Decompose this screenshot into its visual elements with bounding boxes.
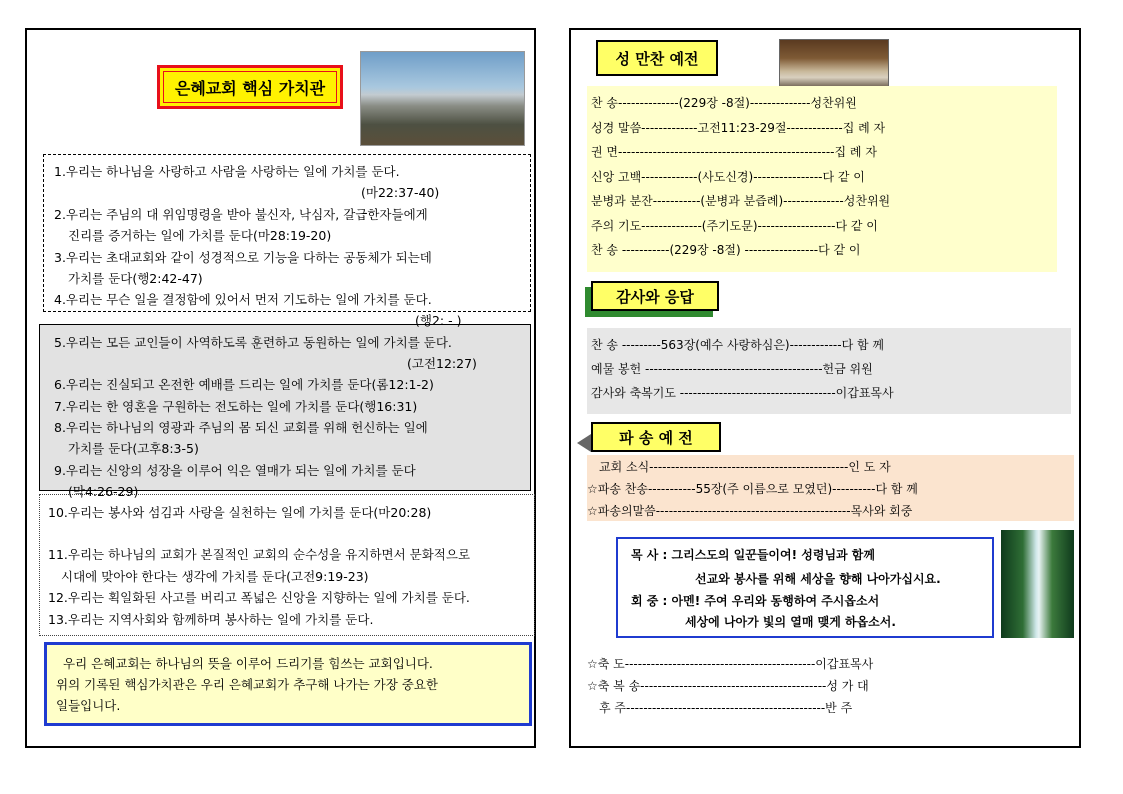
value-4: 4.우리는 무슨 일을 결정함에 있어서 먼저 기도하는 일에 가치를 둔다. [54, 292, 432, 307]
value-2: 2.우리는 주님의 대 위임명령을 받아 불신자, 낙심자, 갈급한자들에게 [54, 207, 428, 222]
closing-row-1: ☆축 도--------------------------------------------이갑표목사 [587, 657, 874, 671]
closing-row-3: 후 주----------------------------------------------반 주 [599, 701, 853, 715]
last-supper-image [779, 39, 889, 93]
value-4-ref: (행2: - ) [415, 313, 462, 328]
landscape-photo [360, 51, 525, 146]
closing-line-2: 위의 기록된 핵심가치관은 우리 은혜교회가 추구해 나가는 가장 중요한 [56, 677, 438, 692]
value-11-cont: 시대에 맞아야 한다는 생각에 가치를 둔다(고전9:19-23) [61, 569, 369, 584]
heading-pointer-icon [577, 434, 591, 452]
communion-row-2: 성경 말씀-------------고전11:23-29절-------------집 례 자 [591, 121, 886, 135]
communion-row-1: 찬 송--------------(229장 -8절)--------------성찬위원 [591, 96, 857, 110]
right-page [569, 28, 1081, 748]
sending-row-3: ☆파송의말씀---------------------------------------------목사와 회중 [587, 504, 913, 518]
value-3: 3.우리는 초대교회와 같이 성경적으로 기능을 다하는 공동체가 되는데 [54, 250, 432, 265]
value-8: 8.우리는 하나님의 영광과 주님의 몸 되신 교회를 위해 헌신하는 일에 [54, 420, 428, 435]
prayer-line-4: 세상에 나아가 빛의 열매 맺게 하옵소서. [685, 615, 896, 629]
value-5: 5.우리는 모든 교인들이 사역하도록 훈련하고 동원하는 일에 가치를 둔다. [54, 335, 452, 350]
value-11: 11.우리는 하나님의 교회가 본질적인 교회의 순수성을 유지하면서 문화적으로 [48, 547, 471, 562]
communion-row-6: 주의 기도--------------(주기도문)------------------다 같 이 [591, 219, 878, 233]
sending-row-1: 교회 소식----------------------------------------------인 도 자 [599, 460, 891, 474]
closing-line-3: 일들입니다. [56, 698, 121, 713]
thanks-row-3: 감사와 축복기도 ------------------------------------이갑표목사 [591, 386, 894, 400]
core-values-title-text: 은혜교회 핵심 가치관 [174, 78, 326, 98]
value-10: 10.우리는 봉사와 섬김과 사랑을 실천하는 일에 가치를 둔다(마20:28) [48, 505, 432, 520]
value-1: 1.우리는 하나님을 사랑하고 사람을 사랑하는 일에 가치를 둔다. [54, 164, 400, 179]
value-6: 6.우리는 진실되고 온전한 예배를 드리는 일에 가치를 둔다(롬12:1-2) [54, 377, 434, 392]
thanks-row-2: 예물 봉헌 -----------------------------------------헌금 위원 [591, 362, 873, 376]
communion-row-3: 권 면--------------------------------------------------집 례 자 [591, 145, 877, 159]
value-9: 9.우리는 신앙의 성장을 이루어 익은 열매가 되는 일에 가치를 둔다 [54, 463, 416, 478]
core-values-title [157, 65, 343, 109]
communion-heading-text: 성 만찬 예전 [615, 49, 699, 68]
closing-line-1: 우리 은혜교회는 하나님의 뜻을 이루어 드리기를 힘쓰는 교회입니다. [63, 656, 433, 671]
thanks-heading [591, 281, 719, 311]
communion-row-5: 분병과 분잔-----------(분병과 분즙례)--------------성찬위원 [591, 194, 891, 208]
left-page [25, 28, 536, 748]
sending-heading [591, 422, 721, 452]
value-3-cont: 가치를 둔다(행2:42-47) [68, 271, 203, 286]
closing-row-2: ☆축 복 송-------------------------------------------성 가 대 [587, 679, 869, 693]
value-5-ref: (고전12:27) [407, 356, 477, 371]
value-9-ref: (막4:26-29) [68, 484, 139, 499]
value-1-ref: (마22:37-40) [361, 185, 440, 200]
thanks-row-1: 찬 송 ---------563장(예수 사랑하심은)------------다 함 께 [591, 338, 884, 352]
waterfall-photo [1001, 530, 1074, 638]
value-12: 12.우리는 획일화된 사고를 버리고 폭넓은 신앙을 지향하는 일에 가치를 둔다. [48, 590, 470, 605]
communion-heading [596, 40, 718, 76]
communion-row-7: 찬 송 -----------(229장 -8절) -----------------다 같 이 [591, 243, 861, 257]
prayer-line-2: 선교와 봉사를 위해 세상을 향해 나아가십시요. [695, 572, 941, 586]
prayer-line-3: 회 중 : 아멘! 주여 우리와 동행하여 주시옵소서 [631, 594, 880, 608]
value-2-cont: 진리를 증거하는 일에 가치를 둔다(마28:19-20) [68, 228, 332, 243]
value-8-cont: 가치를 둔다(고후8:3-5) [68, 441, 199, 456]
thanks-heading-text: 감사와 응답 [616, 287, 694, 306]
communion-row-4: 신앙 고백-------------(사도신경)----------------다 같 이 [591, 170, 865, 184]
sending-heading-text: 파 송 예 전 [619, 428, 693, 447]
value-13: 13.우리는 지역사회와 함께하며 봉사하는 일에 가치를 둔다. [48, 612, 374, 627]
prayer-line-1: 목 사 : 그리스도의 일꾼들이여! 성령님과 함께 [631, 548, 875, 562]
value-7: 7.우리는 한 영혼을 구원하는 전도하는 일에 가치를 둔다(행16:31) [54, 399, 418, 414]
sending-row-2: ☆파송 찬송-----------55장(주 이름으로 모였던)----------다 함 께 [587, 482, 918, 496]
